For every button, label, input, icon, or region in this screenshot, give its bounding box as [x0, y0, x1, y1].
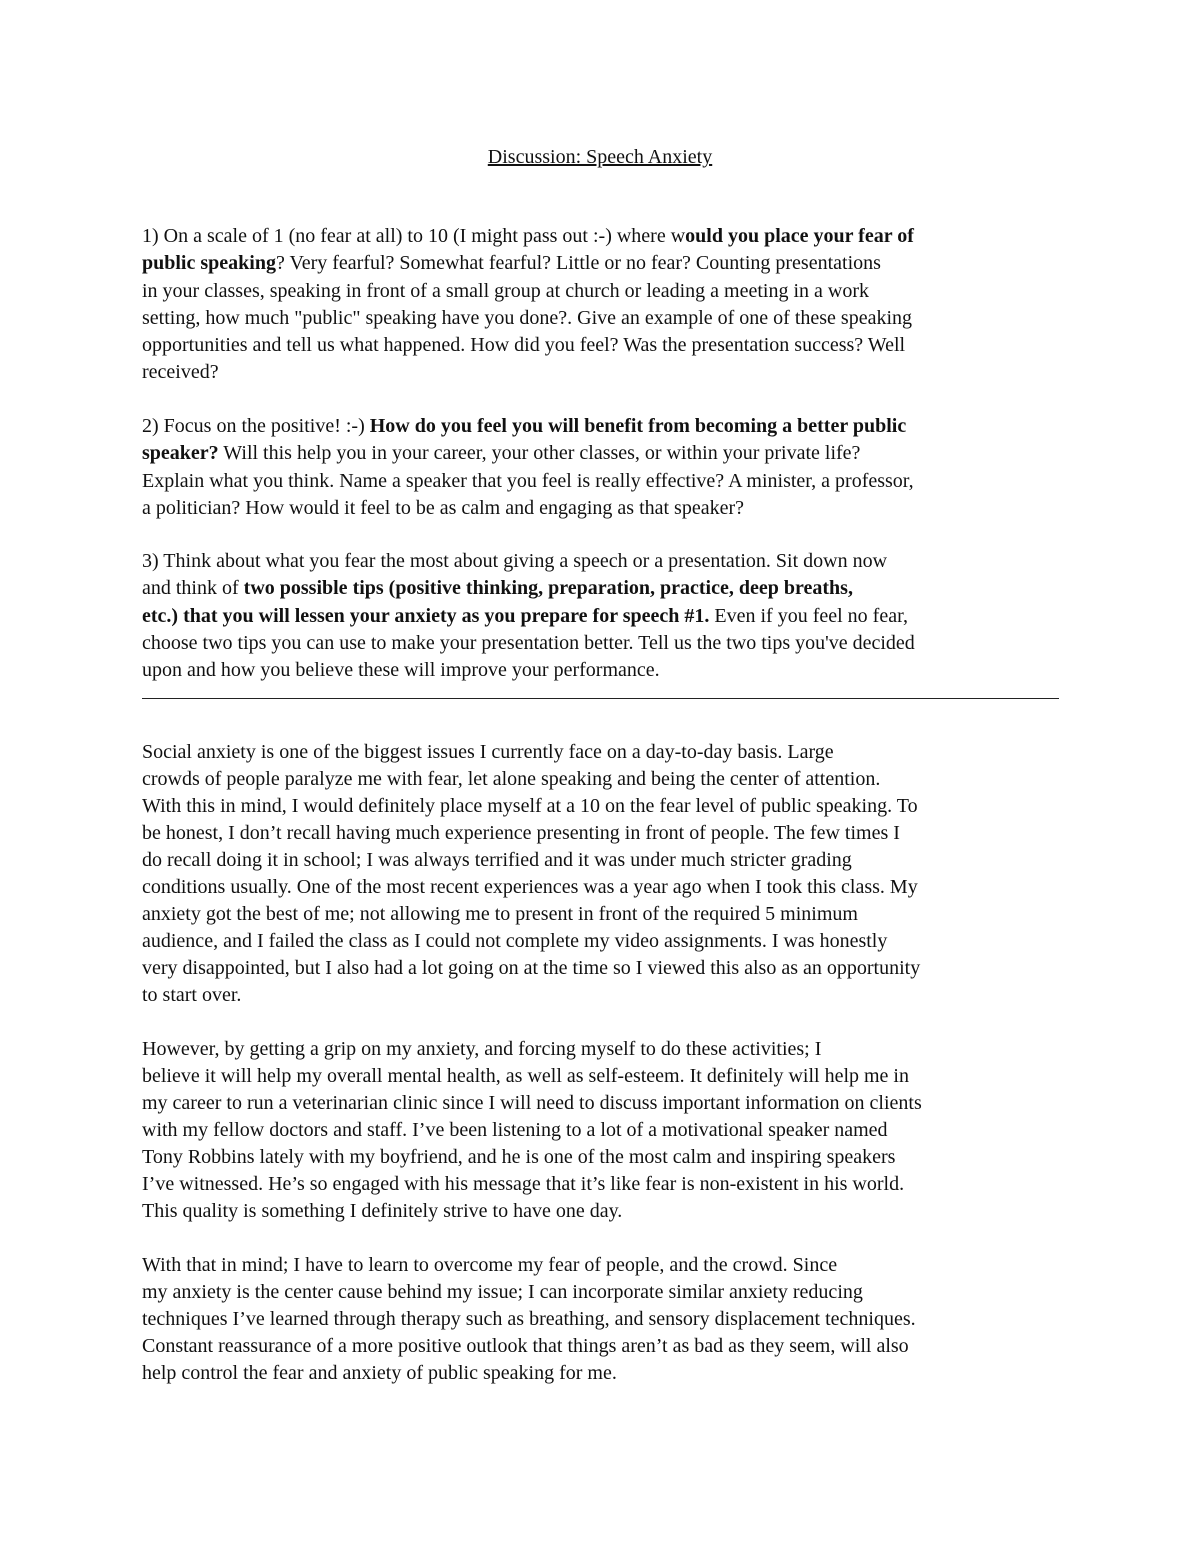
question-2: [142, 386, 1064, 522]
answer-paragraph-1: Social anxiety is one of the biggest issues I currently face on a day-to-day basis. Large crowds of people paralyze me with fear, let alone speaking and being the center of attention. With this in mind, I would definitely place myself at a 10 on the fear level of public speaking. To be honest, I don’t recall having much experience presenting in front of people. The few times I do recall doing it in school; I was always terrified and it was under much stricter grading conditions usually. One of the most recent experiences was a year ago when I took this class. My anxiety got the best of me; not allowing me to present in front of the required 5 minimum audience, and I failed the class as I could not complete my video assignments. I was honestly very disappointed, but I also had a lot going on at the time so I viewed this also as an opportunity to start over.: [142, 741, 921, 1006]
document-title: Discussion: Speech Anxiety: [487, 146, 713, 168]
question-3-emphasis: two possible tips (positive thinking, preparation, practice, deep breaths, etc.) that you will lessen your anxiety as you prepare for speech #1.: [142, 577, 853, 627]
question-2-emphasis: How do you feel you will benefit from becoming a better public speaker?: [142, 415, 907, 465]
question-3-text: 3) Think about what you fear the most about giving a speech or a presentation. Sit down now and think of: [142, 550, 888, 600]
question-1-emphasis: ould you place your fear of public speaking: [142, 225, 914, 275]
question-1-text-continued: ? Very fearful? Somewhat fearful? Little or no fear? Counting presentations in your classes, speaking in front of a small group at church or leading a meeting in a work setting, how much "public" speaking have you done?. Give an example of one of these speaking opportunities and tell us what happened. How did you feel? Was the presentation success? Well received?: [142, 252, 913, 384]
question-3-text-continued: Even if you feel no fear, choose two tips you can use to make your presentation better. Tell us the two tips you've decided upon and how you believe these will improve your performance.: [142, 604, 915, 682]
question-1-text: 1) On a scale of 1 (no fear at all) to 10 (I might pass out :-) where w: [142, 225, 686, 248]
answer-paragraph-2: However, by getting a grip on my anxiety, and forcing myself to do these activities; I believe it will help my overall mental health, as well as self-esteem. It definitely will help me in my career to run a veterinarian clinic since I will need to discuss important information on clients with my fellow doctors and staff. I’ve been listening to a lot of a motivational speaker named Tony Robbins lately with my boyfriend, and he is one of the most calm and inspiring speakers I’ve witnessed. He’s so engaged with his message that it’s like fear is non-existent in his world. This quality is something I definitely strive to have one day.: [142, 1038, 922, 1222]
question-2-text-continued: Will this help you in your career, your other classes, or within your private life? Explain what you think. Name a speaker that you feel is really effective? A minister, a professor, a politician? How would it feel to be as calm and engaging as that speaker?: [142, 442, 914, 519]
question-2-text: 2) Focus on the positive! :-): [142, 415, 370, 438]
section-divider: [142, 698, 1059, 699]
question-3: [142, 521, 1064, 684]
answer-paragraph-3: With that in mind; I have to learn to overcome my fear of people, and the crowd. Since my anxiety is the center cause behind my issue; I can incorporate similar anxiety reducing techniques I’ve learned through therapy such as breathing, and sensory displacement techniques. Constant reassurance of a more positive outlook that things aren’t as bad as they seem, will also help control the fear and anxiety of public speaking for me.: [142, 1254, 916, 1384]
question-1: [142, 196, 1064, 386]
